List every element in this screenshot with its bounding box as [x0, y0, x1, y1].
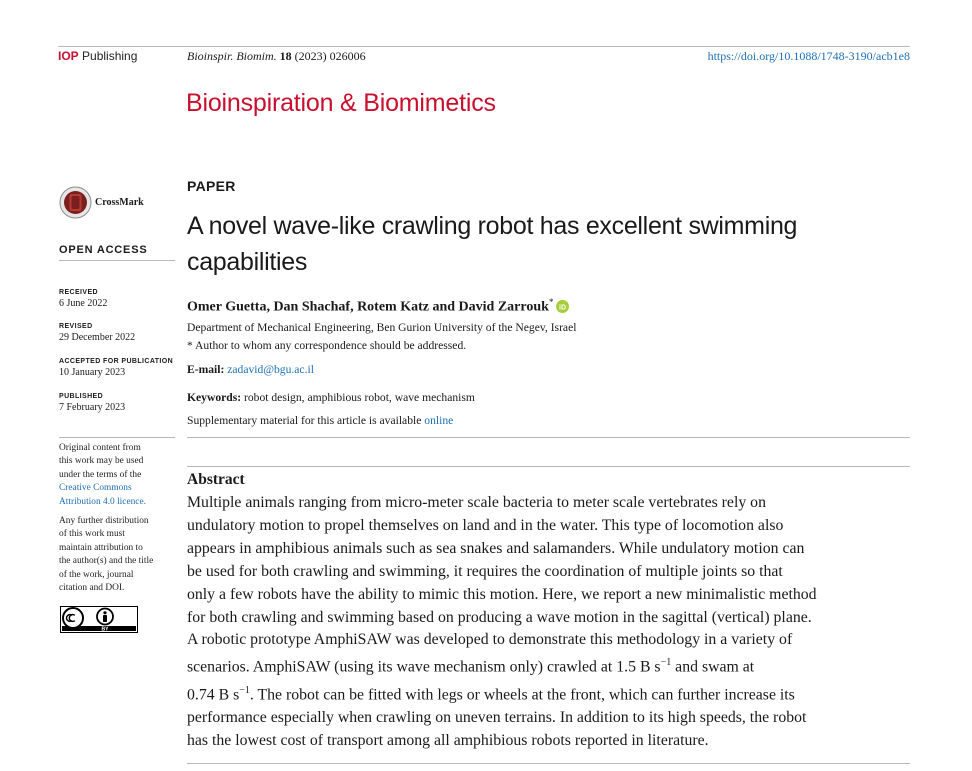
- unit-exponent: −1: [239, 684, 250, 696]
- correspondence-note: * Author to whom any correspondence should be addressed.: [187, 339, 467, 352]
- published-date: [59, 392, 177, 415]
- unit-exponent: −1: [660, 657, 672, 669]
- abstract-line: [187, 652, 917, 679]
- date-value: 6 June 2022: [59, 298, 108, 309]
- attribution-person-icon: [97, 609, 113, 625]
- supplementary-line: [187, 414, 453, 427]
- sidebar-rule: [59, 260, 175, 261]
- abstract-line: only a few robots have the ability to mimic this motion. Here, we report a new minimalistic method: [187, 585, 817, 603]
- sidebar-rule: [59, 437, 175, 438]
- email-link[interactable]: zadavid@bgu.ac.il: [227, 363, 314, 376]
- section-rule: [187, 763, 910, 764]
- abstract-body: [187, 492, 917, 753]
- author-names: Omer Guetta, Dan Shachaf, Rotem Katz and David Zarrouk: [187, 299, 549, 315]
- abstract-text: scenarios. AmphiSAW (using its wave mechanism only) crawled at 1.5 B s: [187, 658, 661, 676]
- licence-line: Any further distribution: [59, 516, 149, 526]
- abstract-line: for both crawling and swimming based on producing a wave motion in the sagittal (vertical) plane.: [187, 608, 812, 626]
- licence-line: this work may be used: [59, 456, 144, 467]
- corresponding-mark: *: [548, 297, 554, 307]
- licence-line: of this work must: [59, 529, 125, 540]
- accepted-date: [59, 357, 177, 380]
- date-value: 7 February 2023: [59, 402, 126, 413]
- licence-line: the author(s) and the title: [59, 556, 154, 567]
- supplementary-text: Supplementary material for this article is available: [187, 414, 422, 427]
- journal-title[interactable]: Bioinspiration & Biomimetics: [186, 89, 496, 117]
- date-value: 10 January 2023: [59, 367, 126, 378]
- abstract-line: performance especially when crawling on uneven terrains. In addition to its high speeds, the robot: [187, 708, 807, 726]
- journal-abbrev: Bioinspir. Biomim.: [187, 49, 277, 63]
- cc-by-label: BY: [101, 626, 109, 633]
- licence-link[interactable]: Creative Commons: [59, 483, 132, 494]
- licence-line: maintain attribution to: [59, 542, 143, 553]
- section-rule: [187, 437, 910, 438]
- date-label: REVISED: [59, 323, 93, 330]
- article-title-line: capabilities: [187, 248, 308, 276]
- crossmark-badge[interactable]: [59, 186, 187, 220]
- publisher-brand: IOP: [58, 49, 79, 63]
- abstract-text: 0.74 B s: [187, 685, 240, 703]
- orcid-icon[interactable]: [556, 300, 569, 313]
- cc-icon: [63, 608, 83, 628]
- abstract-text: and swam at: [671, 658, 755, 676]
- svg-text:iD: iD: [559, 303, 567, 311]
- date-label: RECEIVED: [59, 289, 98, 296]
- abstract-line: Multiple animals ranging from micro-meter scale bacteria to meter scale vertebrates rely on: [187, 494, 766, 511]
- email-label: E-mail:: [187, 363, 225, 376]
- attribution-statement: [59, 515, 177, 595]
- affiliation: Department of Mechanical Engineering, Ben Gurion University of the Negev, Israel: [187, 321, 577, 334]
- keywords-label: Keywords:: [187, 391, 242, 404]
- email-line: [187, 363, 314, 376]
- date-label: PUBLISHED: [59, 393, 104, 400]
- abstract-line: [187, 680, 917, 707]
- licence-line: under the terms of the: [59, 469, 142, 480]
- licence-statement: [59, 442, 177, 509]
- open-access-label: OPEN ACCESS: [59, 244, 148, 256]
- article-title-line: A novel wave-like crawling robot has excellent swimming: [187, 212, 798, 240]
- abstract-text: . The robot can be fitted with legs or wheels at the front, which can further increase its: [249, 685, 795, 703]
- crossmark-label: CrossMark: [95, 197, 144, 208]
- article-type: PAPER: [187, 178, 236, 194]
- author-list: [187, 297, 569, 316]
- licence-line: citation and DOI.: [59, 583, 125, 594]
- supplementary-link[interactable]: online: [424, 414, 454, 427]
- keywords-value: robot design, amphibious robot, wave mechanism: [244, 391, 475, 404]
- year-article-id: (2023) 026006: [294, 49, 366, 63]
- header-rule: [58, 46, 910, 47]
- date-label: ACCEPTED FOR PUBLICATION: [59, 358, 174, 365]
- abstract-line: appears in amphibious animals such as sea snakes and salamanders. While undulatory motion can: [187, 539, 805, 557]
- publisher-name: Publishing: [82, 49, 138, 63]
- abstract-heading: Abstract: [187, 471, 245, 488]
- revised-date: [59, 322, 177, 345]
- section-rule: [187, 466, 910, 467]
- abstract-line: has the lowest cost of transport among all amphibious robots reported in literature.: [187, 731, 709, 749]
- citation-line: [187, 49, 366, 64]
- licence-line: Original content from: [59, 443, 141, 453]
- doi-link[interactable]: https://doi.org/10.1088/1748-3190/acb1e8: [707, 49, 910, 63]
- article-title: [187, 208, 847, 280]
- abstract-line: be used for both crawling and swimming, it requires the coordination of multiple joints so that: [187, 562, 783, 580]
- crossmark-icon: [59, 186, 92, 219]
- abstract-line: A robotic prototype AmphiSAW was developed to demonstrate this methodology in a variety of: [187, 631, 793, 649]
- publisher-logo[interactable]: [58, 49, 137, 63]
- date-value: 29 December 2022: [59, 332, 136, 343]
- abstract-line: undulatory motion to propel themselves on land and in the water. This type of locomotion also: [187, 516, 784, 534]
- licence-line: of the work, journal: [59, 569, 134, 580]
- keywords-line: [187, 391, 475, 404]
- cc-by-badge[interactable]: [60, 606, 138, 633]
- volume-number: 18: [279, 49, 292, 63]
- licence-link[interactable]: Attribution 4.0 licence.: [59, 496, 146, 507]
- received-date: [59, 288, 177, 311]
